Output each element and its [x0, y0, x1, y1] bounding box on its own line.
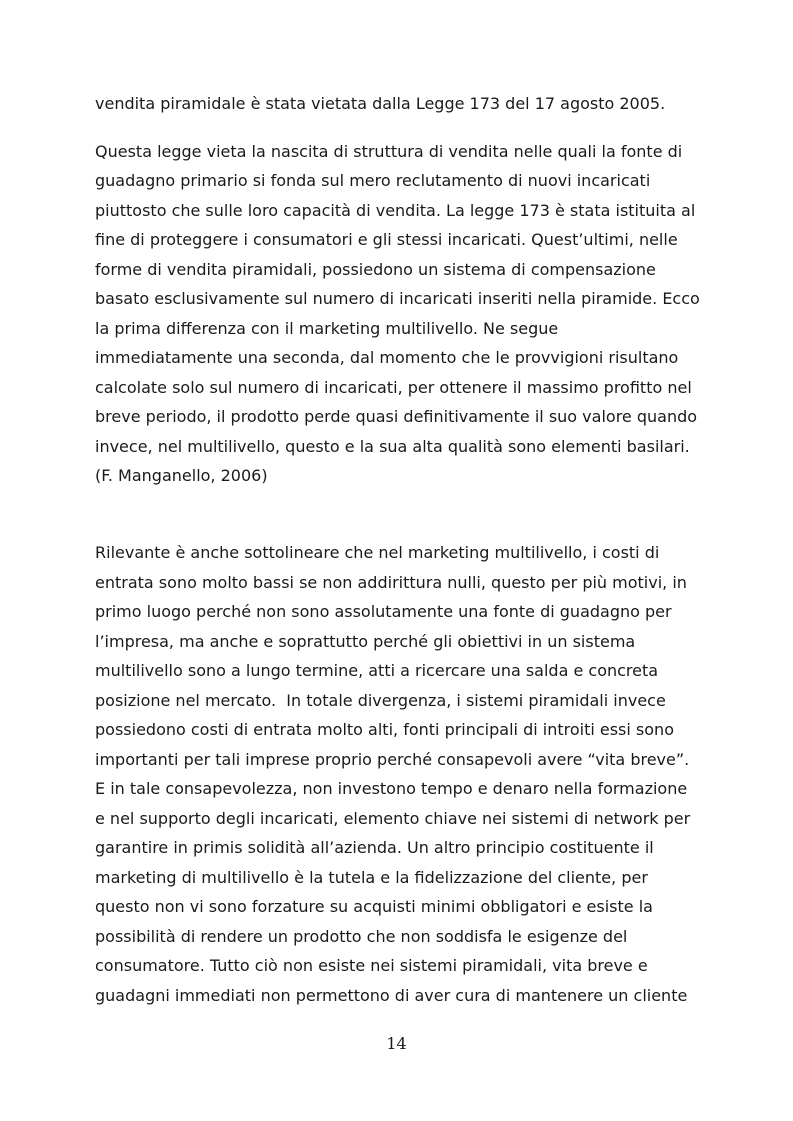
text-line: posizione nel mercato. In totale divergenza, i sistemi piramidali invece	[95, 691, 666, 710]
text-line: possiedono costi di entrata molto alti, fonti principali di introiti essi sono	[95, 720, 674, 739]
text-line: breve periodo, il prodotto perde quasi definitivamente il suo valore quando	[95, 407, 698, 426]
text-line: consumatore. Tutto ciò non esiste nei sistemi piramidali, vita breve e	[95, 956, 648, 975]
text-line: garantire in primis solidità all’azienda. Un altro principio costituente il	[95, 838, 654, 857]
text-line: Questa legge vieta la nascita di struttura di vendita nelle quali la fonte di	[95, 142, 683, 161]
text-line: forme di vendita piramidali, possiedono un sistema di compensazione	[95, 260, 656, 279]
text-line: la prima differenza con il marketing multilivello. Ne segue	[95, 319, 559, 338]
text-line: entrata sono molto bassi se non addirittura nulli, questo per più motivi, in	[95, 573, 687, 592]
text-line: primo luogo perché non sono assolutamente una fonte di guadagno per	[95, 602, 672, 621]
text-line: guadagni immediati non permettono di aver cura di mantenere un cliente	[95, 986, 688, 1005]
text-line: piuttosto che sulle loro capacità di vendita. La legge 173 è stata istituita al	[95, 201, 696, 220]
text-line: e nel supporto degli incaricati, elemento chiave nei sistemi di network per	[95, 809, 691, 828]
text-line: Rilevante è anche sottolineare che nel marketing multilivello, i costi di	[95, 543, 660, 562]
text-line: multilivello sono a lungo termine, atti a ricercare una salda e concreta	[95, 661, 659, 680]
text-line: invece, nel multilivello, questo e la sua alta qualità sono elementi basilari.	[95, 437, 690, 456]
text-line: E in tale consapevolezza, non investono tempo e denaro nella formazione	[95, 779, 688, 798]
text-line: guadagno primario si fonda sul mero reclutamento di nuovi incaricati	[95, 171, 651, 190]
text-line: calcolate solo sul numero di incaricati, per ottenere il massimo profitto nel	[95, 378, 692, 397]
citation: (F. Manganello, 2006)	[95, 466, 268, 485]
text-line: marketing di multilivello è la tutela e la fidelizzazione del cliente, per	[95, 868, 648, 887]
text-line: possibilità di rendere un prodotto che non soddisfa le esigenze del	[95, 927, 628, 946]
text-line: vendita piramidale è stata vietata dalla Legge 173 del 17 agosto 2005.	[95, 94, 666, 113]
text-line: questo non vi sono forzature su acquisti minimi obbligatori e esiste la	[95, 897, 653, 916]
text-line: immediatamente una seconda, dal momento che le provvigioni risultano	[95, 348, 679, 367]
page-number: 14	[386, 1034, 407, 1053]
text-line: fine di proteggere i consumatori e gli stessi incaricati. Quest’ultimi, nelle	[95, 230, 678, 249]
text-line: basato esclusivamente sul numero di incaricati inseriti nella piramide. Ecco	[95, 289, 700, 308]
text-line: l’impresa, ma anche e soprattutto perché gli obiettivi in un sistema	[95, 632, 636, 651]
text-line: importanti per tali imprese proprio perché consapevoli avere “vita breve”.	[95, 750, 690, 769]
